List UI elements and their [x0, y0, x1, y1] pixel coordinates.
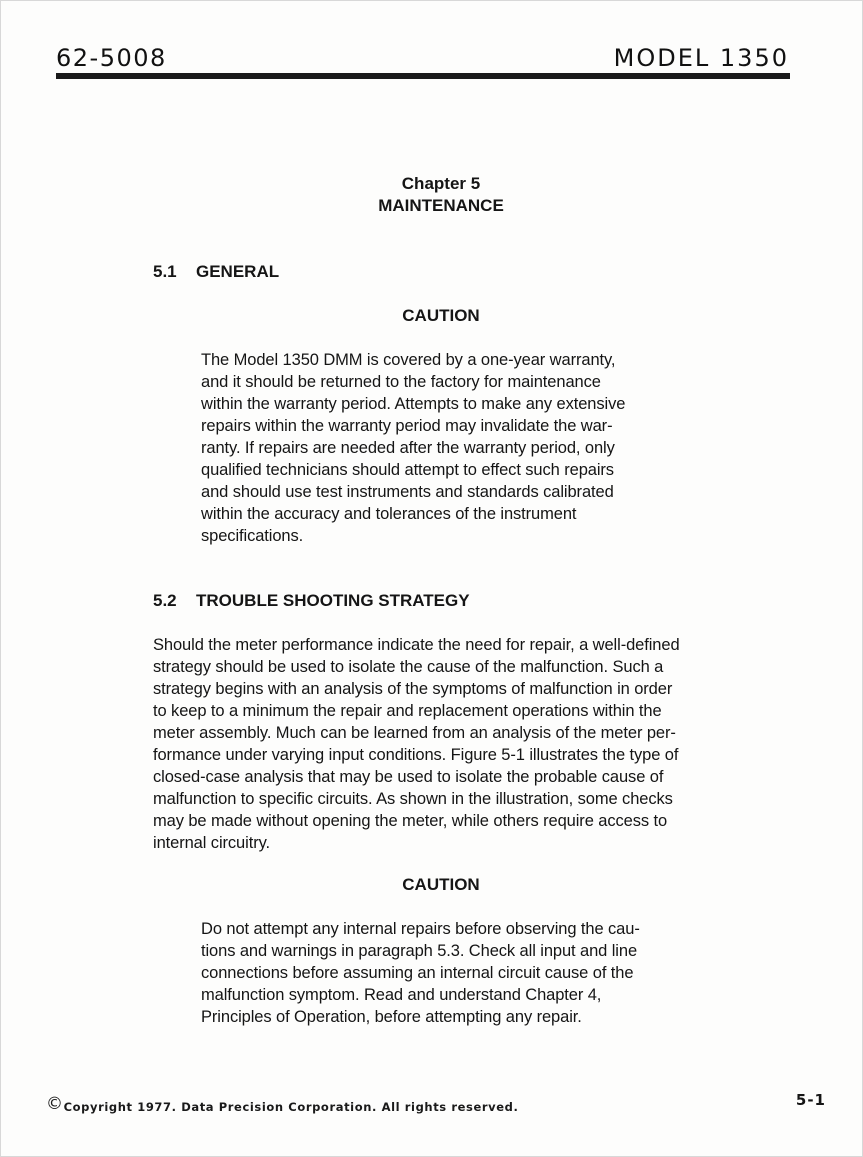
caution-label: CAUTION — [402, 306, 480, 325]
text-line: formance under varying input conditions. Figure 5-1 illustrates the type of — [153, 746, 679, 764]
text-line: internal circuitry. — [153, 834, 270, 852]
section-number: 5.1 — [153, 262, 177, 281]
text-line: within the warranty period. Attempts to make any extensive — [201, 395, 626, 413]
text-line: to keep to a minimum the repair and replacement operations within the — [153, 702, 662, 720]
text-line: qualified technicians should attempt to effect such repairs — [201, 461, 614, 479]
text-line: closed-case analysis that may be used to isolate the probable cause of — [153, 768, 664, 786]
caution-paragraph-warranty — [201, 349, 625, 547]
body-paragraph-strategy — [153, 634, 680, 854]
text-line: tions and warnings in paragraph 5.3. Check all input and line — [201, 942, 638, 960]
text-line: may be made without opening the meter, while others require access to — [153, 812, 668, 830]
header-divider — [56, 73, 790, 79]
text-line: Principles of Operation, before attempting any repair. — [201, 1008, 582, 1026]
section-title: GENERAL — [196, 262, 280, 281]
copyright-notice — [46, 1094, 518, 1114]
section-number: 5.2 — [153, 591, 177, 610]
text-line: repairs within the warranty period may invalidate the war- — [201, 417, 613, 435]
text-line: strategy begins with an analysis of the symptoms of malfunction in order — [153, 680, 673, 698]
text-line: and should use test instruments and standards calibrated — [201, 483, 614, 501]
page-number: 5-1 — [795, 1091, 826, 1109]
text-line: malfunction to specific circuits. As shown in the illustration, some checks — [153, 790, 673, 808]
text-line: The Model 1350 DMM is covered by a one-year warranty, — [201, 351, 616, 369]
copyright-symbol: © — [46, 1094, 64, 1114]
section-title: TROUBLE SHOOTING STRATEGY — [196, 591, 470, 610]
text-line: Should the meter performance indicate the need for repair, a well-defined — [153, 636, 680, 654]
text-line: ranty. If repairs are needed after the warranty period, only — [201, 439, 615, 457]
document-number: 62-5008 — [56, 44, 167, 72]
caution-label: CAUTION — [402, 875, 480, 894]
chapter-label: Chapter 5 — [401, 174, 481, 193]
section-heading-general — [153, 262, 279, 282]
text-line: connections before assuming an internal circuit cause of the — [201, 964, 634, 982]
text-line: meter assembly. Much can be learned from an analysis of the meter per- — [153, 724, 676, 742]
text-line: Do not attempt any internal repairs before observing the cau- — [201, 920, 640, 938]
model-title: MODEL 1350 — [613, 44, 789, 72]
copyright-text: Copyright 1977. Data Precision Corporation. All rights reserved. — [63, 1100, 519, 1114]
section-heading-trouble-shooting — [153, 591, 470, 611]
text-line: malfunction symptom. Read and understand Chapter 4, — [201, 986, 602, 1004]
text-line: and it should be returned to the factory for maintenance — [201, 373, 601, 391]
text-line: within the accuracy and tolerances of the instrument — [201, 505, 577, 523]
text-line: strategy should be used to isolate the cause of the malfunction. Such a — [153, 658, 664, 676]
text-line: specifications. — [201, 527, 304, 545]
chapter-title: MAINTENANCE — [378, 196, 504, 215]
caution-paragraph-repairs — [201, 918, 640, 1028]
